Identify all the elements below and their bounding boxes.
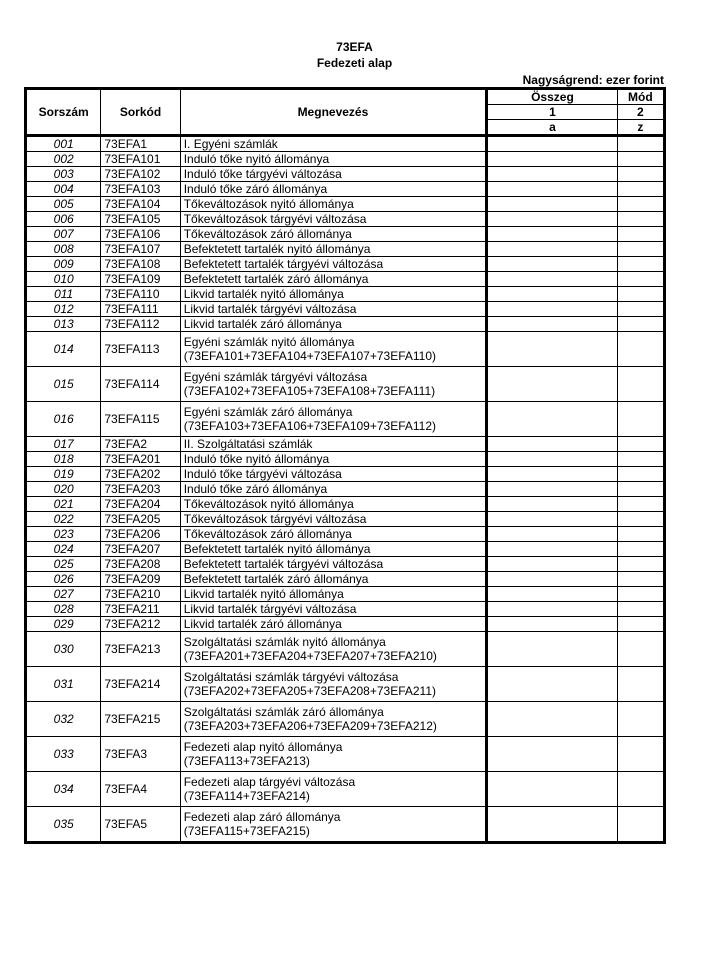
row-label — [180, 587, 486, 602]
row-number: 011 — [26, 287, 101, 302]
row-code: 73EFA109 — [101, 272, 180, 287]
row-label-line1: Likvid tartalék nyitó állománya — [183, 287, 344, 301]
row-code: 73EFA202 — [101, 467, 180, 482]
row-number: 034 — [26, 772, 101, 807]
table-row — [26, 257, 665, 272]
header-osszeg: Összeg — [487, 89, 618, 105]
mod-value-cell[interactable] — [617, 212, 664, 227]
table-row — [26, 287, 665, 302]
osszeg-value-cell[interactable] — [487, 272, 618, 287]
row-number: 029 — [26, 617, 101, 632]
table-row — [26, 542, 665, 557]
mod-value-cell[interactable] — [617, 317, 664, 332]
row-code: 73EFA3 — [101, 737, 180, 772]
table-row — [26, 437, 665, 452]
row-number: 014 — [26, 332, 101, 367]
row-label-line1: Induló tőke nyitó állománya — [183, 452, 330, 466]
table-row — [26, 482, 665, 497]
row-label-line2: (73EFA202+73EFA205+73EFA208+73EFA211) — [183, 684, 437, 698]
row-code: 73EFA112 — [101, 317, 180, 332]
table-row — [26, 332, 665, 367]
table-row — [26, 512, 665, 527]
osszeg-value-cell[interactable] — [487, 807, 618, 843]
row-label-line1: Tőkeváltozások tárgyévi változása — [183, 512, 367, 526]
row-code: 73EFA4 — [101, 772, 180, 807]
mod-value-cell[interactable] — [617, 332, 664, 367]
header-megnevezes: Megnevezés — [180, 89, 486, 136]
table-row — [26, 452, 665, 467]
row-label-line1: Fedezeti alap záró állománya — [183, 810, 341, 824]
row-label-line1: Induló tőke nyitó állománya — [183, 152, 330, 166]
row-number: 010 — [26, 272, 101, 287]
row-number: 030 — [26, 632, 101, 667]
row-number: 024 — [26, 542, 101, 557]
osszeg-value-cell[interactable] — [487, 257, 618, 272]
row-code: 73EFA214 — [101, 667, 180, 702]
row-label-line1: Induló tőke záró állománya — [183, 482, 328, 496]
osszeg-value-cell[interactable] — [487, 227, 618, 242]
row-label-line1: Befektetett tartalék záró állománya — [183, 272, 369, 286]
row-label — [180, 807, 486, 843]
row-code: 73EFA110 — [101, 287, 180, 302]
osszeg-value-cell[interactable] — [487, 527, 618, 542]
table-row — [26, 557, 665, 572]
row-number: 008 — [26, 242, 101, 257]
row-number: 023 — [26, 527, 101, 542]
row-label-line1: Tőkeváltozások nyitó állománya — [183, 497, 354, 511]
row-code: 73EFA207 — [101, 542, 180, 557]
row-label — [180, 242, 486, 257]
row-number: 009 — [26, 257, 101, 272]
row-code: 73EFA115 — [101, 402, 180, 437]
row-code: 73EFA206 — [101, 527, 180, 542]
row-label — [180, 737, 486, 772]
row-label-line1: Tőkeváltozások nyitó állománya — [183, 197, 354, 211]
table-row — [26, 317, 665, 332]
row-number: 031 — [26, 667, 101, 702]
row-code: 73EFA114 — [101, 367, 180, 402]
mod-value-cell[interactable] — [617, 772, 664, 807]
row-label — [180, 572, 486, 587]
table-row — [26, 367, 665, 402]
row-label-line1: Egyéni számlák záró állománya — [183, 405, 353, 419]
mod-value-cell[interactable] — [617, 497, 664, 512]
form-table — [24, 87, 666, 844]
row-label-line2: (73EFA103+73EFA106+73EFA109+73EFA112) — [183, 419, 437, 433]
row-number: 020 — [26, 482, 101, 497]
row-code: 73EFA113 — [101, 332, 180, 367]
mod-value-cell[interactable] — [617, 542, 664, 557]
row-number: 035 — [26, 807, 101, 843]
mod-value-cell[interactable] — [617, 572, 664, 587]
osszeg-value-cell[interactable] — [487, 572, 618, 587]
row-label — [180, 302, 486, 317]
table-row — [26, 227, 665, 242]
row-code: 73EFA208 — [101, 557, 180, 572]
header-mod-letter: z — [617, 120, 664, 136]
row-label — [180, 272, 486, 287]
row-label — [180, 317, 486, 332]
mod-value-cell[interactable] — [617, 557, 664, 572]
row-label-line1: Befektetett tartalék nyitó állománya — [183, 542, 371, 556]
row-code: 73EFA213 — [101, 632, 180, 667]
table-row — [26, 212, 665, 227]
row-label — [180, 542, 486, 557]
row-number: 006 — [26, 212, 101, 227]
row-label — [180, 367, 486, 402]
row-label-line1: Induló tőke záró állománya — [183, 182, 328, 196]
row-label-line2: (73EFA114+73EFA214) — [183, 789, 310, 803]
table-row — [26, 527, 665, 542]
osszeg-value-cell[interactable] — [487, 632, 618, 667]
row-label-line1: Likvid tartalék nyitó állománya — [183, 587, 344, 601]
mod-value-cell[interactable] — [617, 702, 664, 737]
table-row — [26, 467, 665, 482]
osszeg-value-cell[interactable] — [487, 212, 618, 227]
row-label-line1: II. Szolgáltatási számlák — [183, 437, 313, 451]
osszeg-value-cell[interactable] — [487, 482, 618, 497]
mod-value-cell[interactable] — [617, 737, 664, 772]
row-label — [180, 702, 486, 737]
mod-value-cell[interactable] — [617, 482, 664, 497]
table-row — [26, 617, 665, 632]
header-mod-number: 2 — [617, 105, 664, 120]
mod-value-cell[interactable] — [617, 152, 664, 167]
osszeg-value-cell[interactable] — [487, 152, 618, 167]
table-row — [26, 302, 665, 317]
osszeg-value-cell[interactable] — [487, 182, 618, 197]
row-label — [180, 667, 486, 702]
unit-label: Nagyságrend: ezer forint — [522, 73, 664, 87]
osszeg-value-cell[interactable] — [487, 667, 618, 702]
row-code: 73EFA101 — [101, 152, 180, 167]
table-row — [26, 402, 665, 437]
row-label — [180, 772, 486, 807]
row-number: 015 — [26, 367, 101, 402]
row-code: 73EFA104 — [101, 197, 180, 212]
row-label — [180, 527, 486, 542]
row-label — [180, 182, 486, 197]
mod-value-cell[interactable] — [617, 182, 664, 197]
osszeg-value-cell[interactable] — [487, 512, 618, 527]
osszeg-value-cell[interactable] — [487, 367, 618, 402]
osszeg-value-cell[interactable] — [487, 402, 618, 437]
osszeg-value-cell[interactable] — [487, 242, 618, 257]
table-row — [26, 737, 665, 772]
row-code: 73EFA211 — [101, 602, 180, 617]
header-sorszam: Sorszám — [26, 89, 101, 136]
row-number: 028 — [26, 602, 101, 617]
mod-value-cell[interactable] — [617, 452, 664, 467]
row-number: 018 — [26, 452, 101, 467]
osszeg-value-cell[interactable] — [487, 197, 618, 212]
row-code: 73EFA102 — [101, 167, 180, 182]
table-row — [26, 197, 665, 212]
row-label-line2: (73EFA113+73EFA213) — [183, 754, 310, 768]
osszeg-value-cell[interactable] — [487, 437, 618, 452]
mod-value-cell[interactable] — [617, 197, 664, 212]
row-label — [180, 437, 486, 452]
row-label — [180, 332, 486, 367]
row-code: 73EFA201 — [101, 452, 180, 467]
row-number: 001 — [26, 136, 101, 152]
row-code: 73EFA107 — [101, 242, 180, 257]
table-row — [26, 667, 665, 702]
row-label-line1: Tőkeváltozások tárgyévi változása — [183, 212, 367, 226]
table-row — [26, 272, 665, 287]
row-label — [180, 467, 486, 482]
osszeg-value-cell[interactable] — [487, 287, 618, 302]
row-number: 007 — [26, 227, 101, 242]
row-label — [180, 402, 486, 437]
row-label-line1: Szolgáltatási számlák tárgyévi változása — [183, 670, 399, 684]
table-row — [26, 772, 665, 807]
table-row — [26, 587, 665, 602]
header-osszeg-letter: a — [487, 120, 618, 136]
row-label-line1: Befektetett tartalék nyitó állománya — [183, 242, 371, 256]
row-number: 022 — [26, 512, 101, 527]
mod-value-cell[interactable] — [617, 367, 664, 402]
mod-value-cell[interactable] — [617, 467, 664, 482]
row-label-line1: Tőkeváltozások záró állománya — [183, 227, 352, 241]
row-label — [180, 212, 486, 227]
mod-value-cell[interactable] — [617, 617, 664, 632]
row-code: 73EFA209 — [101, 572, 180, 587]
row-code: 73EFA203 — [101, 482, 180, 497]
osszeg-value-cell[interactable] — [487, 452, 618, 467]
row-label — [180, 632, 486, 667]
row-label-line1: Befektetett tartalék tárgyévi változása — [183, 557, 384, 571]
osszeg-value-cell[interactable] — [487, 772, 618, 807]
row-label-line1: Induló tőke tárgyévi változása — [183, 467, 342, 481]
mod-value-cell[interactable] — [617, 227, 664, 242]
table-row — [26, 182, 665, 197]
row-code: 73EFA215 — [101, 702, 180, 737]
row-code: 73EFA5 — [101, 807, 180, 843]
osszeg-value-cell[interactable] — [487, 737, 618, 772]
row-number: 012 — [26, 302, 101, 317]
row-label-line2: (73EFA115+73EFA215) — [183, 824, 310, 838]
row-label-line2: (73EFA102+73EFA105+73EFA108+73EFA111) — [183, 384, 436, 398]
row-label-line2: (73EFA203+73EFA206+73EFA209+73EFA212) — [183, 719, 437, 733]
mod-value-cell[interactable] — [617, 302, 664, 317]
osszeg-value-cell[interactable] — [487, 332, 618, 367]
row-label-line1: Likvid tartalék záró állománya — [183, 317, 342, 331]
row-label-line1: Induló tőke tárgyévi változása — [183, 167, 342, 181]
row-label — [180, 482, 486, 497]
row-number: 004 — [26, 182, 101, 197]
osszeg-value-cell[interactable] — [487, 317, 618, 332]
table-row — [26, 242, 665, 257]
mod-value-cell[interactable] — [617, 257, 664, 272]
row-number: 016 — [26, 402, 101, 437]
row-number: 017 — [26, 437, 101, 452]
mod-value-cell[interactable] — [617, 242, 664, 257]
row-code: 73EFA103 — [101, 182, 180, 197]
row-code: 73EFA204 — [101, 497, 180, 512]
row-code: 73EFA205 — [101, 512, 180, 527]
row-code: 73EFA106 — [101, 227, 180, 242]
mod-value-cell[interactable] — [617, 527, 664, 542]
row-label — [180, 557, 486, 572]
row-number: 025 — [26, 557, 101, 572]
table-row — [26, 152, 665, 167]
row-code: 73EFA1 — [101, 136, 180, 152]
row-number: 013 — [26, 317, 101, 332]
osszeg-value-cell[interactable] — [487, 136, 618, 152]
row-label-line1: Likvid tartalék tárgyévi változása — [183, 602, 357, 616]
row-label — [180, 227, 486, 242]
osszeg-value-cell[interactable] — [487, 542, 618, 557]
row-code: 73EFA105 — [101, 212, 180, 227]
row-label — [180, 512, 486, 527]
osszeg-value-cell[interactable] — [487, 557, 618, 572]
row-label-line1: Befektetett tartalék záró állománya — [183, 572, 369, 586]
row-label — [180, 497, 486, 512]
osszeg-value-cell[interactable] — [487, 587, 618, 602]
mod-value-cell[interactable] — [617, 667, 664, 702]
row-label-line1: Tőkeváltozások záró állománya — [183, 527, 352, 541]
form-code: 73EFA — [336, 40, 373, 54]
form-title: Fedezeti alap — [316, 56, 393, 70]
mod-value-cell[interactable] — [617, 602, 664, 617]
row-label — [180, 287, 486, 302]
osszeg-value-cell[interactable] — [487, 702, 618, 737]
table-row — [26, 702, 665, 737]
mod-value-cell[interactable] — [617, 136, 664, 152]
table-row — [26, 807, 665, 843]
table-row — [26, 602, 665, 617]
mod-value-cell[interactable] — [617, 272, 664, 287]
row-code: 73EFA108 — [101, 257, 180, 272]
mod-value-cell[interactable] — [617, 167, 664, 182]
row-number: 027 — [26, 587, 101, 602]
row-number: 021 — [26, 497, 101, 512]
mod-value-cell[interactable] — [617, 402, 664, 437]
row-label — [180, 617, 486, 632]
row-label — [180, 152, 486, 167]
row-label-line2: (73EFA201+73EFA204+73EFA207+73EFA210) — [183, 649, 437, 663]
mod-value-cell[interactable] — [617, 587, 664, 602]
row-label-line1: Egyéni számlák tárgyévi változása — [183, 370, 368, 384]
row-label-line1: Egyéni számlák nyitó állománya — [183, 335, 355, 349]
row-label — [180, 167, 486, 182]
row-label-line1: Likvid tartalék záró állománya — [183, 617, 342, 631]
row-code: 73EFA2 — [101, 437, 180, 452]
osszeg-value-cell[interactable] — [487, 602, 618, 617]
row-label — [180, 136, 486, 152]
row-label-line2: (73EFA101+73EFA104+73EFA107+73EFA110) — [183, 349, 437, 363]
table-row — [26, 632, 665, 667]
row-label-line1: Befektetett tartalék tárgyévi változása — [183, 257, 384, 271]
mod-value-cell[interactable] — [617, 512, 664, 527]
mod-value-cell[interactable] — [617, 437, 664, 452]
row-number: 003 — [26, 167, 101, 182]
osszeg-value-cell[interactable] — [487, 497, 618, 512]
table-body — [26, 136, 665, 843]
row-number: 005 — [26, 197, 101, 212]
row-label-line1: Szolgáltatási számlák záró állománya — [183, 705, 384, 719]
table-row — [26, 167, 665, 182]
row-number: 019 — [26, 467, 101, 482]
row-label — [180, 602, 486, 617]
row-label-line1: Szolgáltatási számlák nyitó állománya — [183, 635, 386, 649]
table-row — [26, 136, 665, 152]
osszeg-value-cell[interactable] — [487, 302, 618, 317]
row-number: 033 — [26, 737, 101, 772]
header-sorkod: Sorkód — [101, 89, 180, 136]
row-code: 73EFA111 — [101, 302, 180, 317]
mod-value-cell[interactable] — [617, 632, 664, 667]
header-osszeg-number: 1 — [487, 105, 618, 120]
header-mod: Mód — [617, 89, 664, 105]
row-label — [180, 452, 486, 467]
row-number: 032 — [26, 702, 101, 737]
mod-value-cell[interactable] — [617, 807, 664, 843]
row-label — [180, 197, 486, 212]
table-row — [26, 497, 665, 512]
osszeg-value-cell[interactable] — [487, 167, 618, 182]
row-label-line1: Fedezeti alap nyitó állománya — [183, 740, 343, 754]
osszeg-value-cell[interactable] — [487, 467, 618, 482]
row-number: 002 — [26, 152, 101, 167]
mod-value-cell[interactable] — [617, 287, 664, 302]
row-label — [180, 257, 486, 272]
row-number: 026 — [26, 572, 101, 587]
row-label-line1: Likvid tartalék tárgyévi változása — [183, 302, 357, 316]
row-label-line1: I. Egyéni számlák — [183, 137, 278, 151]
row-code: 73EFA210 — [101, 587, 180, 602]
row-label-line1: Fedezeti alap tárgyévi változása — [183, 775, 356, 789]
row-code: 73EFA212 — [101, 617, 180, 632]
table-row — [26, 572, 665, 587]
osszeg-value-cell[interactable] — [487, 617, 618, 632]
